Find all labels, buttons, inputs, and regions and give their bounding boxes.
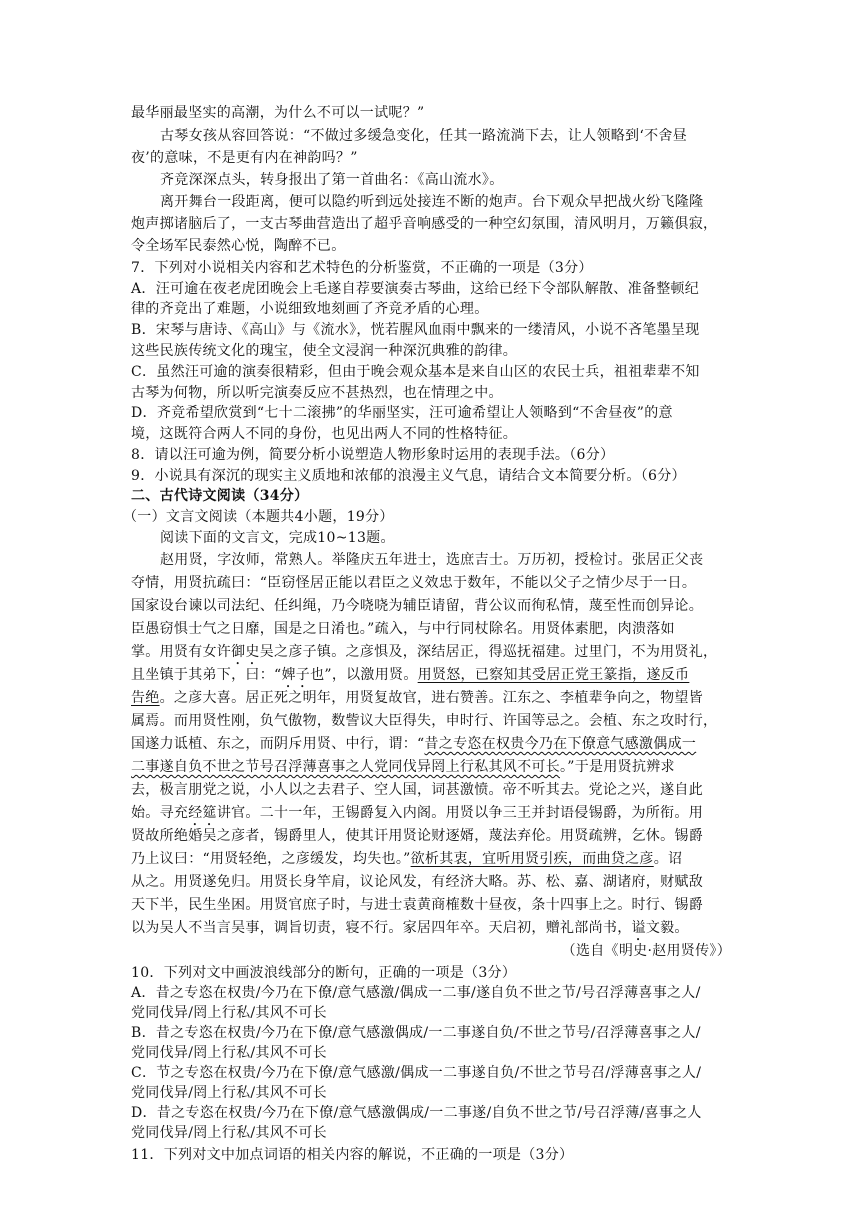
passage-line: 掌。用贤有女许御史吴之彦子镇。之彦惧及，深结居正，得巡抚福建。过里门，不为用贤礼， [131, 644, 718, 660]
question-10-option-c: C．节之专恣在权贵/今乃在下僚/意气感激/偶成一二事遂自负/不世之节号召/浮薄喜事之人/ [131, 1065, 702, 1081]
wavy-underlined-text: 昔之专恣在权贵今乃在下僚意气感激偶成一 [424, 736, 697, 752]
story-line: 炮声掷诸脑后了，一支古琴曲营造出了超乎音响感受的一种空幻氛围，清风明月，万籁俱寂， [131, 216, 718, 232]
passage-line: 以为吴人不当言吴事，调旨切责，寝不行。家居四年卒。天启初，赠礼部尚书，谥文毅。 [131, 920, 689, 936]
wavy-underlined-text: 二事遂自负不世之节号召浮薄喜事之人党同伐异罔上行私其风不可长 [131, 759, 560, 775]
question-9: 9．小说具有深沉的现实主义质地和浓郁的浪漫主义气息，请结合文本简要分析。（6分） [131, 468, 686, 484]
passage-line: 国遂力诋植、东之，而阴斥用贤、中行，谓：“昔之专恣在权贵今乃在下僚意气感激偶成一 [131, 736, 697, 752]
passage-line: 贤故所绝婚吴之彦者，锡爵里人，使其讦用贤论财逐婿，蔑法弃伦。用贤疏辨，乞休。锡爵 [131, 828, 703, 844]
passage-line: 始。寻充经筵讲官。二十一年，王锡爵复入内阁。用贤以争三王并封语侵锡爵，为所衔。用 [131, 805, 704, 821]
passage-line: 乃上议曰：“用贤轻绝，之彦缓发，均失也。”欲析其衷，宜听用贤引疾，而曲贷之彦。诏 [131, 851, 683, 867]
question-10-option-a: 党同伐异/罔上行私/其风不可长 [131, 1005, 327, 1021]
section-heading: 二、古代诗文阅读（34分） [131, 488, 309, 504]
passage-line: 告绝。之彦大喜。居正死之明年，用贤复故官，进右赞善。江东之、李植辈争向之，物望皆 [131, 690, 704, 706]
question-8: 8．请以汪可逾为例，简要分析小说塑造人物形象时运用的表现手法。（6分） [131, 447, 615, 463]
passage-line: 二事遂自负不世之节号召浮薄喜事之人党同伐异罔上行私其风不可长。”于是用贤抗辨求 [131, 759, 675, 775]
question-10-stem: 10．下列对文中画波浪线部分的断句，正确的一项是（3分） [131, 965, 517, 981]
question-10-option-b: B．昔之专恣在权贵/今乃在下僚/意气感激偶成/一二事遂自负/不世之节号/召浮薄喜事之人/ [131, 1025, 701, 1041]
passage-line: 且坐镇于其弟下，曰：“婢子也”，以激用贤。用贤怒，已察知其受居正党王篆指，遂反币 [131, 667, 690, 683]
question-10-option-d: 党同伐异/罔上行私/其风不可长 [131, 1125, 327, 1141]
reading-instruction: 阅读下面的文言文，完成10~13题。 [160, 530, 395, 546]
passage-line: 去，极言朋党之说，小人以之去君子、空人国，词甚激愤。帝不听其去。党论之兴，遂自此 [131, 782, 703, 798]
story-line: 古琴女孩从容回答说：“不做过多缓急变化，任其一路流淌下去，让人领略到‘不舍昼 [160, 128, 688, 144]
passage-line: 夺情，用贤抗疏曰：“臣窃怪居正能以君臣之义效忠于数年，不能以父子之情少尽于一日。 [131, 575, 697, 591]
underlined-sentence: 告绝 [131, 690, 160, 706]
passage-line: 从之。用贤遂免归。用贤长身竿肩，议论风发，有经济大略。苏、松、嘉、湖诸府，财赋敌 [131, 874, 703, 890]
question-10-option-c: 党同伐异/罔上行私/其风不可长 [131, 1085, 327, 1101]
dotted-term: 婢子 [281, 667, 311, 683]
dotted-term: 经筵 [188, 805, 217, 821]
question-7-option-a: 律的齐竞出了难题，小说细致地刻画了齐竞矛盾的心理。 [131, 301, 489, 317]
dotted-term: 御史 [231, 644, 260, 660]
passage-line: 天下半，民生坐困。用贤官庶子时，与进士袁黄商榷数十昼夜，条十四事上之。时行、锡爵 [131, 897, 703, 913]
passage-line: 赵用贤，字汝师，常熟人。举隆庆五年进士，选庶吉士。万历初，授检讨。张居正父丧 [160, 552, 704, 568]
passage-line: 臣愚窃惧士气之日靡，国是之日淆也。”疏入，与中行同杖除名。用贤体素肥，肉溃落如 [131, 621, 675, 637]
question-7-option-c: 古琴为何物，所以听完演奏反应不甚热烈，也在情理之中。 [131, 385, 503, 401]
question-7-stem: 7．下列对小说相关内容和艺术特色的分析鉴赏，不正确的一项是（3分） [131, 260, 593, 276]
story-line: 令全场军民泰然心悦，陶醉不已。 [131, 238, 346, 254]
story-line: 最华丽最坚实的高潮，为什么不可以一试呢？” [131, 105, 425, 121]
passage-line: 国家设台谏以司法纪、任纠绳，乃今哓哓为辅臣请留，背公议而徇私情，蔑至性而创异论。 [131, 598, 703, 614]
story-line: 夜’的意味，不是更有内在神韵吗？” [131, 150, 358, 166]
story-line: 离开舞台一段距离，便可以隐约听到远处接连不断的炮声。台下观众早把战火纷飞隆隆 [160, 194, 704, 210]
question-7-option-d: 境，这既符合两人不同的身份，也见出两人不同的性格特征。 [131, 426, 518, 442]
story-line: 齐竞深深点头，转身报出了第一首曲名：《高山流水》。 [160, 172, 504, 188]
question-7-option-b: 这些民族传统文化的瑰宝，使全文浸润一种深沉典雅的韵律。 [131, 343, 518, 359]
question-10-option-b: 党同伐异/罔上行私/其风不可长 [131, 1045, 327, 1061]
question-10-option-a: A．昔之专恣在权贵/今乃在下僚/意气感激/偶成一二事/遂自负不世之节/号召浮薄喜事之人/ [131, 985, 701, 1001]
question-7-option-d: D．齐竞希望欣赏到“七十二滚拂”的华丽坚实，汪可逾希望让人领略到“不舍昼夜”的意 [131, 405, 673, 421]
dotted-term: 谥 [631, 920, 646, 936]
subsection-heading: （一）文言文阅读（本题共4小题，19分） [123, 509, 394, 525]
underlined-sentence: 欲析其衷，宜听用贤引疾，而曲贷之彦 [410, 851, 654, 867]
passage-source: （选自《明史·赵用贤传》） [561, 943, 731, 959]
question-10-option-d: D．昔之专恣在权贵/今乃在下僚/意气感激偶成/一二事遂/自负不世之节/号召浮薄/喜事之人 [131, 1105, 702, 1121]
question-7-option-c: C．虽然汪可逾的演奏很精彩，但由于晚会观众基本是来自山区的农民士兵，祖祖辈辈不知 [131, 364, 700, 380]
underlined-sentence: 用贤怒，已察知其受居正党王篆指，遂反币 [417, 667, 690, 683]
question-7-option-a: A．汪可逾在夜老虎团晚会上毛遂自荐要演奏古琴曲，这给已经下令部队解散、准备整顿纪 [131, 281, 700, 297]
question-7-option-b: B．宋琴与唐诗、《高山》与《流水》，恍若腥风血雨中飘来的一缕清风，小说不吝笔墨呈现 [131, 322, 700, 338]
passage-line: 属焉。而用贤性刚，负气傲物，数訾议大臣得失，申时行、许国等忌之。会植、东之攻时行， [131, 713, 718, 729]
question-11-stem: 11．下列对文中加点词语的相关内容的解说，不正确的一项是（3分） [131, 1147, 574, 1163]
